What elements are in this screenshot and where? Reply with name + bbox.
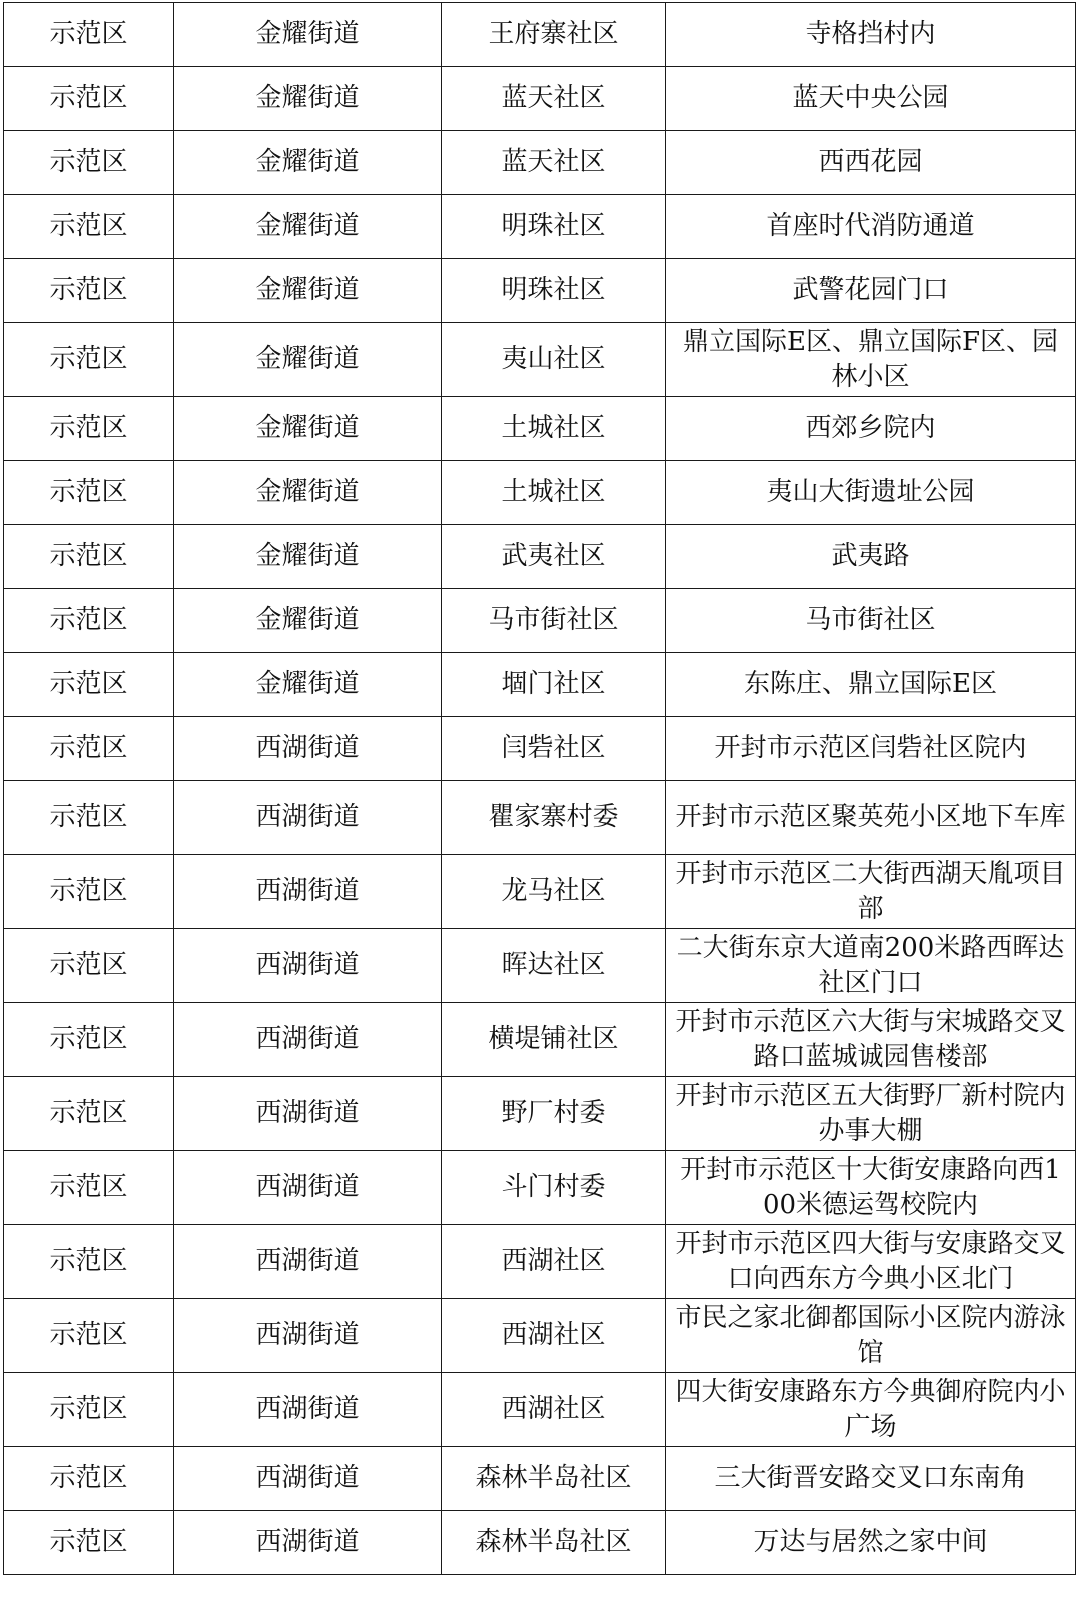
location-cell: 西郊乡院内: [666, 397, 1076, 461]
location-cell: 西西花园: [666, 131, 1076, 195]
street-cell: 金耀街道: [174, 131, 442, 195]
district-cell: 示范区: [4, 1003, 174, 1077]
street-cell: 西湖街道: [174, 1077, 442, 1151]
street-cell: 西湖街道: [174, 1373, 442, 1447]
community-cell: 明珠社区: [442, 195, 666, 259]
district-cell: 示范区: [4, 397, 174, 461]
community-cell: 瞿家寨村委: [442, 781, 666, 855]
location-cell: 蓝天中央公园: [666, 67, 1076, 131]
street-cell: 金耀街道: [174, 525, 442, 589]
district-cell: 示范区: [4, 589, 174, 653]
location-cell: 开封市示范区闫砦社区院内: [666, 717, 1076, 781]
location-cell: 市民之家北御都国际小区院内游泳馆: [666, 1299, 1076, 1373]
community-cell: 西湖社区: [442, 1225, 666, 1299]
table-row: [4, 1003, 1076, 1077]
street-cell: 西湖街道: [174, 855, 442, 929]
street-cell: 西湖街道: [174, 1447, 442, 1511]
district-cell: 示范区: [4, 461, 174, 525]
community-cell: 西湖社区: [442, 1373, 666, 1447]
community-cell: 森林半岛社区: [442, 1447, 666, 1511]
table-row: [4, 525, 1076, 589]
community-cell: 野厂村委: [442, 1077, 666, 1151]
community-cell: 龙马社区: [442, 855, 666, 929]
table-row: [4, 323, 1076, 397]
street-cell: 金耀街道: [174, 461, 442, 525]
table-row: [4, 855, 1076, 929]
table-row: [4, 397, 1076, 461]
district-cell: 示范区: [4, 717, 174, 781]
community-cell: 土城社区: [442, 461, 666, 525]
community-cell: 西湖社区: [442, 1299, 666, 1373]
district-cell: 示范区: [4, 1373, 174, 1447]
table-row: [4, 1511, 1076, 1575]
location-cell: 首座时代消防通道: [666, 195, 1076, 259]
table-row: [4, 67, 1076, 131]
community-cell: 土城社区: [442, 397, 666, 461]
table-row: [4, 1077, 1076, 1151]
table-row: [4, 1299, 1076, 1373]
district-cell: 示范区: [4, 259, 174, 323]
site-list-table: [3, 2, 1076, 1575]
community-cell: 王府寨社区: [442, 3, 666, 67]
street-cell: 西湖街道: [174, 1151, 442, 1225]
district-cell: 示范区: [4, 3, 174, 67]
district-cell: 示范区: [4, 1299, 174, 1373]
district-cell: 示范区: [4, 781, 174, 855]
table-row: [4, 589, 1076, 653]
street-cell: 西湖街道: [174, 929, 442, 1003]
street-cell: 金耀街道: [174, 3, 442, 67]
district-cell: 示范区: [4, 195, 174, 259]
district-cell: 示范区: [4, 1077, 174, 1151]
street-cell: 西湖街道: [174, 781, 442, 855]
district-cell: 示范区: [4, 323, 174, 397]
table-row: [4, 259, 1076, 323]
location-cell: 马市街社区: [666, 589, 1076, 653]
table-row: [4, 1151, 1076, 1225]
street-cell: 西湖街道: [174, 1299, 442, 1373]
location-cell: 武警花园门口: [666, 259, 1076, 323]
table-row: [4, 653, 1076, 717]
district-cell: 示范区: [4, 855, 174, 929]
district-cell: 示范区: [4, 1151, 174, 1225]
table-row: [4, 929, 1076, 1003]
community-cell: 堌门社区: [442, 653, 666, 717]
community-cell: 蓝天社区: [442, 67, 666, 131]
district-cell: 示范区: [4, 1225, 174, 1299]
location-cell: 武夷路: [666, 525, 1076, 589]
street-cell: 金耀街道: [174, 323, 442, 397]
district-cell: 示范区: [4, 1447, 174, 1511]
street-cell: 金耀街道: [174, 195, 442, 259]
community-cell: 明珠社区: [442, 259, 666, 323]
location-cell: 东陈庄、鼎立国际E区: [666, 653, 1076, 717]
district-cell: 示范区: [4, 525, 174, 589]
street-cell: 西湖街道: [174, 1511, 442, 1575]
location-cell: 四大街安康路东方今典御府院内小广场: [666, 1373, 1076, 1447]
community-cell: 闫砦社区: [442, 717, 666, 781]
street-cell: 金耀街道: [174, 67, 442, 131]
location-cell: 三大街晋安路交叉口东南角: [666, 1447, 1076, 1511]
district-cell: 示范区: [4, 929, 174, 1003]
location-cell: 夷山大街遗址公园: [666, 461, 1076, 525]
district-cell: 示范区: [4, 67, 174, 131]
community-cell: 斗门村委: [442, 1151, 666, 1225]
location-cell: 开封市示范区四大街与安康路交叉口向西东方今典小区北门: [666, 1225, 1076, 1299]
district-cell: 示范区: [4, 131, 174, 195]
community-cell: 武夷社区: [442, 525, 666, 589]
community-cell: 夷山社区: [442, 323, 666, 397]
location-cell: 二大街东京大道南200米路西晖达社区门口: [666, 929, 1076, 1003]
street-cell: 金耀街道: [174, 259, 442, 323]
table-row: [4, 781, 1076, 855]
location-cell: 鼎立国际E区、鼎立国际F区、园林小区: [666, 323, 1076, 397]
community-cell: 马市街社区: [442, 589, 666, 653]
street-cell: 西湖街道: [174, 717, 442, 781]
location-cell: 开封市示范区十大街安康路向西100米德运驾校院内: [666, 1151, 1076, 1225]
street-cell: 金耀街道: [174, 397, 442, 461]
location-cell: 万达与居然之家中间: [666, 1511, 1076, 1575]
table-row: [4, 131, 1076, 195]
location-cell: 开封市示范区聚英苑小区地下车库: [666, 781, 1076, 855]
table-row: [4, 1373, 1076, 1447]
table-row: [4, 717, 1076, 781]
street-cell: 金耀街道: [174, 653, 442, 717]
table-body: [4, 3, 1076, 1575]
street-cell: 金耀街道: [174, 589, 442, 653]
community-cell: 森林半岛社区: [442, 1511, 666, 1575]
table-row: [4, 3, 1076, 67]
table-row: [4, 1447, 1076, 1511]
community-cell: 蓝天社区: [442, 131, 666, 195]
location-cell: 开封市示范区六大街与宋城路交叉路口蓝城诚园售楼部: [666, 1003, 1076, 1077]
street-cell: 西湖街道: [174, 1003, 442, 1077]
table-row: [4, 1225, 1076, 1299]
district-cell: 示范区: [4, 1511, 174, 1575]
table-row: [4, 195, 1076, 259]
location-cell: 开封市示范区五大街野厂新村院内办事大棚: [666, 1077, 1076, 1151]
table-row: [4, 461, 1076, 525]
street-cell: 西湖街道: [174, 1225, 442, 1299]
community-cell: 晖达社区: [442, 929, 666, 1003]
location-cell: 寺格挡村内: [666, 3, 1076, 67]
location-cell: 开封市示范区二大街西湖天胤项目部: [666, 855, 1076, 929]
district-cell: 示范区: [4, 653, 174, 717]
community-cell: 横堤铺社区: [442, 1003, 666, 1077]
